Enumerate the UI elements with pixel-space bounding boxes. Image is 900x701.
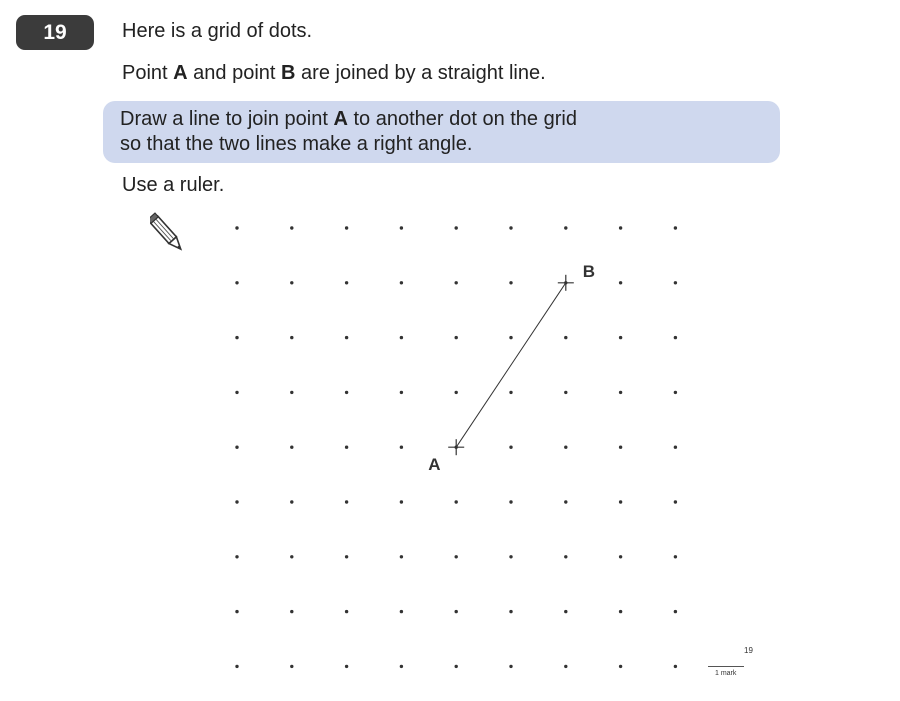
desc-point-a: A xyxy=(173,62,188,84)
grid-dot[interactable] xyxy=(345,226,348,229)
grid-dot[interactable] xyxy=(235,610,238,613)
grid-dot[interactable] xyxy=(235,336,238,339)
grid-dot[interactable] xyxy=(290,391,293,394)
desc-part-2: and point xyxy=(187,62,282,84)
grid-dot[interactable] xyxy=(674,391,677,394)
grid-dot[interactable] xyxy=(564,555,567,558)
grid-dot[interactable] xyxy=(674,610,677,613)
grid-dot[interactable] xyxy=(345,555,348,558)
grid-dot[interactable] xyxy=(290,500,293,503)
instruction-line-2: so that the two lines make a right angle. xyxy=(120,133,473,155)
instruction-point-a: A xyxy=(333,108,348,130)
point-b-marker xyxy=(558,275,574,291)
grid-dot[interactable] xyxy=(619,500,622,503)
point-a-marker xyxy=(448,439,464,455)
point-b-label: B xyxy=(582,261,596,281)
question-intro-text: Here is a grid of dots. xyxy=(122,20,313,42)
grid-dot[interactable] xyxy=(455,555,458,558)
grid-dot[interactable] xyxy=(564,336,567,339)
grid-dot[interactable] xyxy=(455,391,458,394)
grid-dot[interactable] xyxy=(509,555,512,558)
grid-dot[interactable] xyxy=(455,610,458,613)
grid-dot[interactable] xyxy=(345,281,348,284)
grid-dot[interactable] xyxy=(674,500,677,503)
grid-dot[interactable] xyxy=(290,446,293,449)
grid-dot[interactable] xyxy=(400,446,403,449)
grid-dot[interactable] xyxy=(290,226,293,229)
grid-dot[interactable] xyxy=(509,281,512,284)
grid-dot[interactable] xyxy=(290,610,293,613)
mark-entry-line xyxy=(708,666,744,667)
grid-dot[interactable] xyxy=(455,500,458,503)
desc-part-1: Point xyxy=(122,62,174,84)
grid-dot[interactable] xyxy=(290,665,293,668)
grid-dot[interactable] xyxy=(455,665,458,668)
grid-dot[interactable] xyxy=(564,226,567,229)
grid-dot[interactable] xyxy=(235,281,238,284)
line-segment-ab xyxy=(456,283,566,447)
grid-dot[interactable] xyxy=(345,500,348,503)
grid-dot[interactable] xyxy=(345,336,348,339)
grid-dot[interactable] xyxy=(674,281,677,284)
question-number-badge: 19 xyxy=(16,15,94,50)
grid-dot[interactable] xyxy=(564,500,567,503)
mark-question-number: 19 xyxy=(744,646,753,655)
grid-dot[interactable] xyxy=(400,500,403,503)
grid-dot[interactable] xyxy=(619,610,622,613)
grid-dot[interactable] xyxy=(619,391,622,394)
grid-dot[interactable] xyxy=(455,226,458,229)
grid-dot[interactable] xyxy=(509,226,512,229)
grid-dot[interactable] xyxy=(235,665,238,668)
grid-dot[interactable] xyxy=(455,336,458,339)
grid-dot[interactable] xyxy=(400,226,403,229)
grid-dot[interactable] xyxy=(509,610,512,613)
grid-dot[interactable] xyxy=(674,336,677,339)
grid-dot[interactable] xyxy=(619,336,622,339)
grid-dot[interactable] xyxy=(564,665,567,668)
grid-dot[interactable] xyxy=(674,555,677,558)
grid-dot[interactable] xyxy=(400,665,403,668)
grid-dot[interactable] xyxy=(235,500,238,503)
instruction-part-2: to another dot on the grid xyxy=(347,108,577,130)
grid-dot[interactable] xyxy=(509,665,512,668)
grid-dot[interactable] xyxy=(400,391,403,394)
grid-dot[interactable] xyxy=(345,446,348,449)
grid-dot[interactable] xyxy=(235,446,238,449)
mark-box xyxy=(700,640,760,680)
grid-dot[interactable] xyxy=(345,391,348,394)
grid-dot[interactable] xyxy=(619,226,622,229)
grid-dot[interactable] xyxy=(235,555,238,558)
mark-label: 1 mark xyxy=(715,670,737,677)
grid-dot[interactable] xyxy=(400,610,403,613)
grid-dot[interactable] xyxy=(564,610,567,613)
desc-point-b: B xyxy=(281,62,296,84)
grid-dot[interactable] xyxy=(619,281,622,284)
grid-dot[interactable] xyxy=(509,391,512,394)
grid-dot[interactable] xyxy=(345,610,348,613)
grid-dot[interactable] xyxy=(290,336,293,339)
grid-dot[interactable] xyxy=(674,446,677,449)
grid-dot[interactable] xyxy=(290,555,293,558)
point-a-label: A xyxy=(428,455,441,475)
grid-dot[interactable] xyxy=(509,500,512,503)
grid-dot[interactable] xyxy=(619,555,622,558)
ruler-instruction-text: Use a ruler. xyxy=(122,174,225,196)
grid-dot[interactable] xyxy=(674,226,677,229)
grid-dot[interactable] xyxy=(400,281,403,284)
grid-dot[interactable] xyxy=(345,665,348,668)
instruction-part-1: Draw a line to join point xyxy=(120,108,334,130)
grid-dot[interactable] xyxy=(235,226,238,229)
grid-dot[interactable] xyxy=(290,281,293,284)
grid-dot[interactable] xyxy=(235,391,238,394)
grid-dot[interactable] xyxy=(564,446,567,449)
grid-dot[interactable] xyxy=(619,665,622,668)
desc-part-3: are joined by a straight line. xyxy=(295,62,546,84)
grid-dot[interactable] xyxy=(619,446,622,449)
segment-a-to-b xyxy=(456,283,566,447)
grid-dot[interactable] xyxy=(674,665,677,668)
grid-dot[interactable] xyxy=(509,336,512,339)
grid-dot[interactable] xyxy=(455,281,458,284)
grid-dot[interactable] xyxy=(400,555,403,558)
grid-dot[interactable] xyxy=(400,336,403,339)
grid-dot[interactable] xyxy=(564,391,567,394)
grid-dot[interactable] xyxy=(509,446,512,449)
